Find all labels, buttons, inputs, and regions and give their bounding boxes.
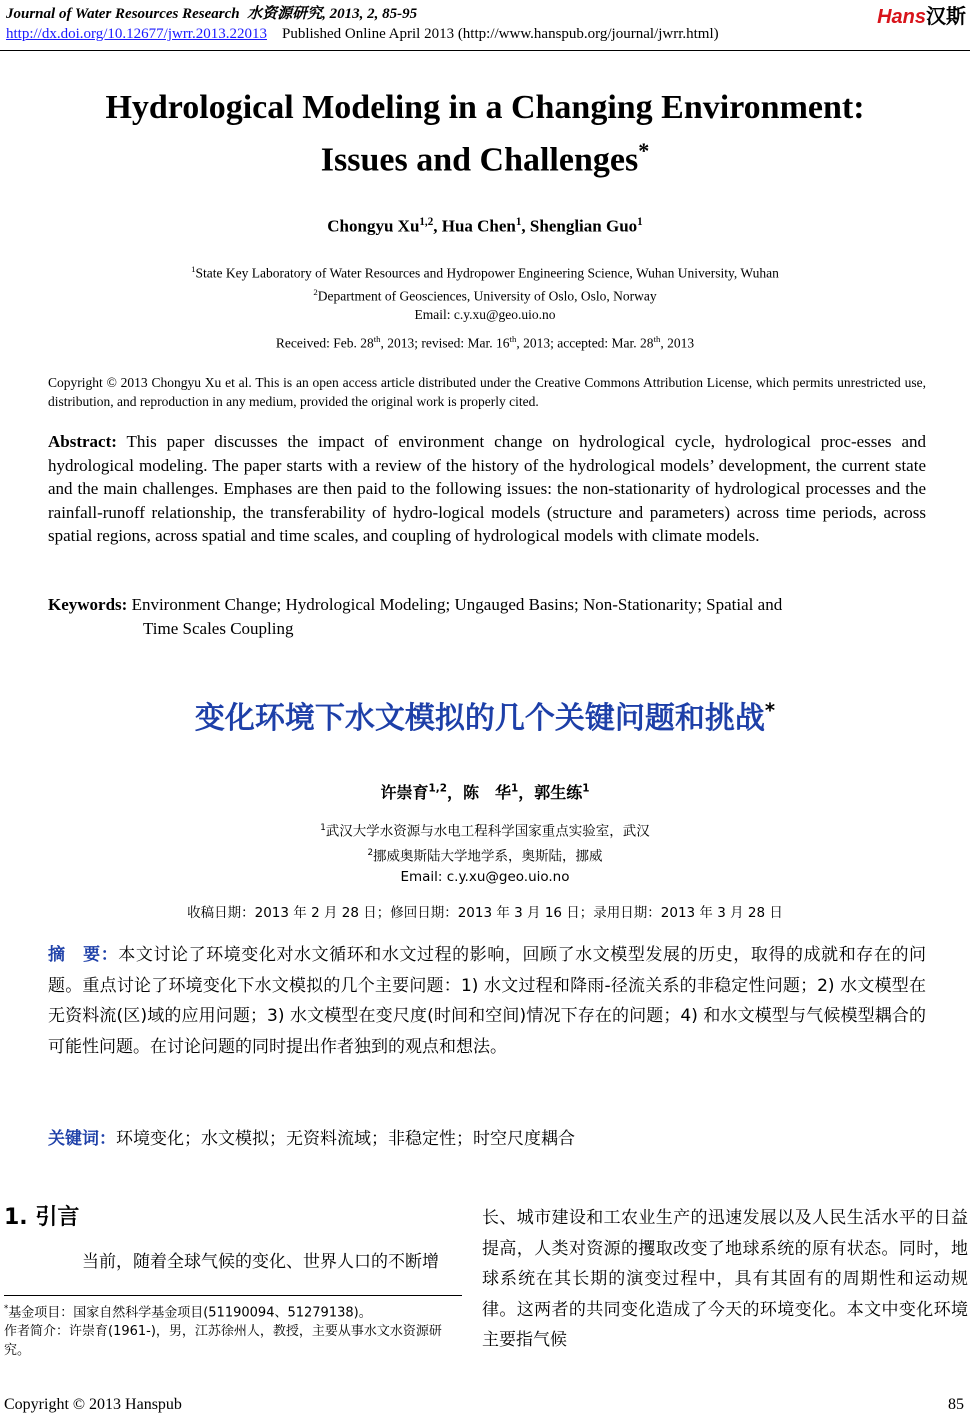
hans-logo [877,0,966,29]
cn-affiliations [0,818,970,888]
sep: ， [518,783,535,802]
authors: Chongyu Xu$^{1,2}$, Hua Chen$^1$, Shenglian Guo$^1$ [327,216,643,236]
affil-sup: 2 [367,847,374,858]
cn-author-sup: 1 [510,782,519,795]
cn-author: 陈 华 [462,783,511,802]
cn-keywords-label: 关键词： [48,1129,116,1149]
abstract-text: This paper discusses the impact of environment change on hydrological cycle, hydrological proc-esses and hydrological modeling. The paper starts with a review of the history of the hydrological models’ development, the current state and the main challenges. Emphases are then paid to the following issues: the non-stationarity of hydrological processes and the rainfall-runoff relationship, the transferability of hydro-logical models (structure and parameters) across time periods, across spatial regions, across spatial and time scales, and coupling of hydrological models with climate models. [48,432,926,545]
affiliation: State Key Laboratory of Water Resources and Hydropower Engineering Science, Wuhan University, Wuhan [195,265,779,281]
journal-citation: 水资源研究, 2013, 2, 85-95 [247,6,418,22]
keywords-label: Keywords: [48,595,128,614]
right-column-text: 长、城市建设和工农业生产的迅速发展以及人民生活水平的日益提高，人类对资源的攫取改变了地球系统的原有状态。同时，地球系统在其长期的演变过程中，具有其固有的周期性和运动规律。这两者的共同变化造成了今天的环境变化。本文中变化环境主要指气候 [482,1208,968,1350]
cn-title-mark: * [764,699,776,722]
footnote-mark: * [4,1303,9,1313]
paper-title [0,86,970,181]
footnote-rule [4,1295,462,1296]
keywords-text: Environment Change; Hydrological Modeling; Ungauged Basins; Non-Stationarity; Spatial and [131,595,783,614]
logo-en: Hans [877,6,926,28]
abstract [48,430,926,548]
title-footnote-mark: * [638,138,650,163]
cn-keywords-text: 环境变化；水文模拟；无资料流域；非稳定性；时空尺度耦合 [116,1129,575,1149]
cn-title-text: 变化环境下水文模拟的几个关键问题和挑战 [194,701,765,736]
received-dates [0,334,970,352]
doi-link[interactable]: http://dx.doi.org/10.12677/jwrr.2013.22013 [6,26,267,42]
journal-header [6,2,417,23]
author-sup: 1 [515,216,522,228]
affil-sup: 1 [320,823,326,833]
cn-abstract [48,940,926,1062]
logo-cn: 汉斯 [926,6,966,28]
affiliations [0,260,970,324]
left-column-text: 当前，随着全球气候的变化、世界人口的不断增 [82,1252,439,1272]
footnote-author: 作者简介：许崇育(1961-)，男，江苏徐州人，教授，主要从事水文水资源研究。 [4,1324,442,1359]
th: th [653,334,661,344]
cn-abstract-label: 摘 要： [48,945,119,965]
sep: ， [446,783,463,802]
footer-copyright: Copyright © 2013 Hanspub [4,1396,182,1413]
published-online: Published Online April 2013 (http://www.hanspub.org/journal/jwrr.html) [281,26,719,42]
cn-email: Email: c.y.xu@geo.uio.no [400,869,570,885]
affil-sup: 2 [313,286,318,297]
page-number: 85 [948,1396,964,1413]
revised: , 2013; revised: Mar. 16 [380,335,510,351]
cn-keywords [48,1124,575,1149]
doi-line [6,26,719,43]
keywords [48,593,782,640]
footnote-fund: 基金项目：国家自然科学基金项目(51190094、51279138)。 [8,1305,372,1321]
author-name: Hua Chen [441,216,516,236]
cn-author-sup: 1 [582,782,590,795]
cn-affiliation: 武汉大学水资源与水电工程科学国家重点实验室，武汉 [325,823,650,840]
cn-author: 许崇育 [380,783,429,802]
cn-title [0,693,970,737]
author-name: Chongyu Xu [327,216,420,236]
header-rule [0,50,970,51]
cn-author: 郭生练 [534,783,583,802]
journal-name: Journal of Water Resources Research [6,6,240,22]
cn-received: 收稿日期：2013 年 2 月 28 日；修回日期：2013 年 3 月 16 日；录用日期：2013 年 3 月 28 日 [187,905,783,921]
accepted: , 2013; accepted: Mar. 28 [516,335,654,351]
received: Received: Feb. 28 [275,335,374,351]
footnote [4,1299,462,1360]
th: th [373,334,381,344]
section-heading: 1. 引言 [4,1205,80,1230]
title-line-1: Hydrological Modeling in a Changing Environment: [105,89,865,126]
author-sup: 1,2 [419,216,434,228]
cn-authors [0,780,970,803]
year: , 2013 [660,335,695,351]
author-sup: 1 [637,216,643,228]
cn-author-sup: 1,2 [428,782,447,795]
author-name: Shenglian Guo [529,216,638,236]
th: th [509,334,517,344]
abstract-label: Abstract: [48,432,117,451]
affil-sup: 1 [191,264,196,274]
email: Email: c.y.xu@geo.uio.no [414,307,556,322]
affiliation: Department of Geosciences, University of Oslo, Oslo, Norway [317,288,657,303]
copyright-notice: Copyright © 2013 Chongyu Xu et al. This is an open access article distributed under the Creative Commons Attribution License, which permits unrestricted use, distribution, and reproduction in any medium, provided the original work is properly cited. [48,375,926,409]
cn-affiliation: 挪威奥斯陆大学地学系，奥斯陆，挪威 [373,848,603,864]
cn-abstract-text: 本文讨论了环境变化对水文循环和水文过程的影响，回顾了水文模型发展的历史，取得的成就和存在的问题。重点讨论了环境变化下水文模拟的几个主要问题：1) 水文过程和降雨-径流关系的非稳定性问题；2) 水文模型在无资料流(区)域的应用问题；3) 水文模型在变尺度(时间和空间)情况下存在的问题；4) 和水文模型与气候模型耦合的可能性问题。在讨论问题的同时提出作者独到的观点和想法。 [48,945,927,1057]
keywords-text-2: Time Scales Coupling [143,618,294,638]
title-line-2: Issues and Challenges [320,141,639,179]
